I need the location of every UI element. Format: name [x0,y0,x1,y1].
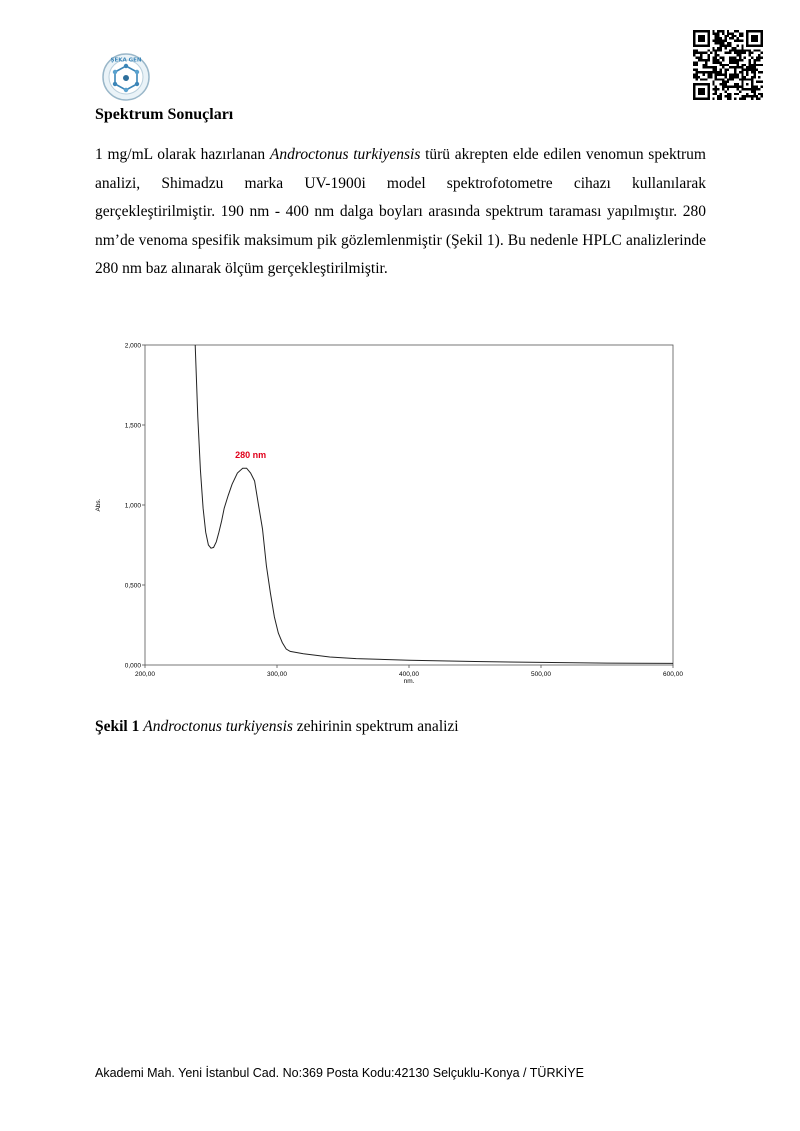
caption-label: Şekil 1 [95,718,140,735]
plot-frame [145,345,673,665]
x-tick-label: 200,00 [135,671,155,678]
footer-address: Akademi Mah. Yeni İstanbul Cad. No:369 Posta Kodu:42130 Selçuklu-Konya / TÜRKİYE [95,1066,584,1080]
x-axis-label: nm. [403,678,415,685]
species-name: Androctonus turkiyensis [269,146,421,163]
caption-text: zehirinin spektrum analizi [292,718,459,735]
y-tick-label: 1,500 [124,422,141,430]
x-tick-label: 600,00 [663,671,683,678]
paragraph-text-2: türü akrepten elde edilen venomun spektrum analizi, Shimadzu marka UV-1900i model spektrofotometre cihazı kullanılarak gerçekleştirilmiştir. 190 nm - 400 nm dalga boyları arasında spektrum taraması yapılmıştır. 280 nm’de venoma spesifik maksimum pik gözlemlenmiştir (Şekil 1). Bu nedenle HPLC analizlerinde 280 nm baz alınarak ölçüm gerçekleştirilmiştir. [95,146,706,278]
spectrum-line [195,345,673,663]
caption-species: Androctonus turkiyensis [143,718,293,735]
figure-caption [95,718,459,736]
x-tick-label: 400,00 [399,671,419,678]
x-tick-label: 300,00 [267,671,287,678]
seka-gen-logo-icon [101,52,151,102]
y-tick-label: 0,000 [124,662,141,670]
section-heading: Spektrum Sonuçları [95,106,234,123]
y-tick-label: 0,500 [124,582,141,590]
qr-code-icon [693,30,763,100]
y-tick-label: 2,000 [124,342,141,350]
y-tick-label: 1,000 [124,502,141,510]
logo-text: ŞEKA GEN [110,57,142,64]
peak-annotation: 280 nm [235,450,267,461]
body-paragraph [95,141,706,284]
x-tick-label: 500,00 [531,671,551,678]
y-axis-label: Abs. [95,498,102,512]
paragraph-text-1: 1 mg/mL olarak hazırlanan [95,146,270,163]
spectrum-chart [88,335,688,695]
